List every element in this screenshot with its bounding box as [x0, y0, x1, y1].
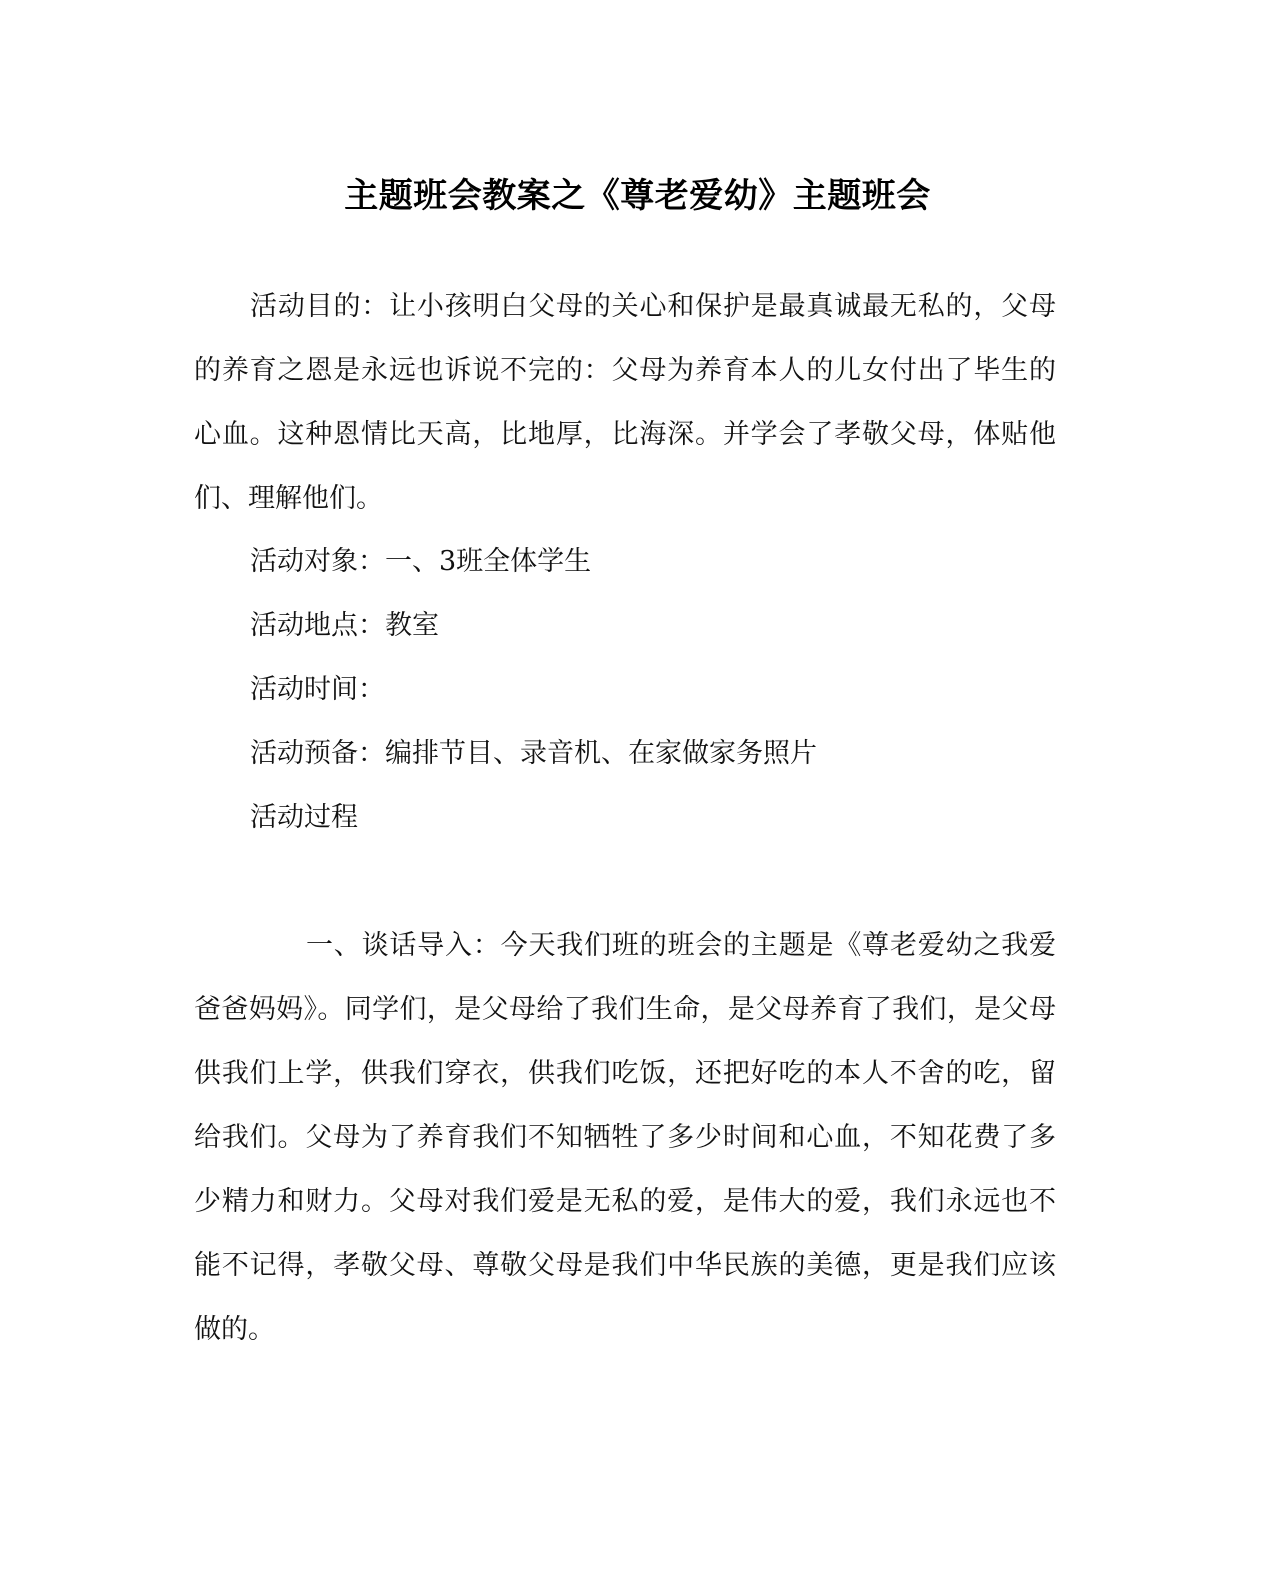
- activity-purpose-paragraph: 活动目的：让小孩明白父母的关心和保护是最真诚最无私的，父母的养育之恩是永远也诉说不完的：父母为养育本人的儿女付出了毕生的心血。这种恩情比天高，比地厚，比海深。并学会了孝敬父母，体贴他们、理解他们。: [194, 291, 1056, 514]
- activity-target-line: 活动对象：一、3班全体学生: [250, 546, 592, 577]
- activity-location-line: 活动地点：教室: [250, 610, 439, 641]
- activity-preparation-line: 活动预备：编排节目、录音机、在家做家务照片: [250, 738, 817, 769]
- document-title: 主题班会教案之《尊老爱幼》主题班会: [344, 176, 931, 216]
- section-one-paragraph: 一、谈话导入：今天我们班的班会的主题是《尊老爱幼之我爱爸爸妈妈》。同学们，是父母给了我们生命，是父母养育了我们，是父母供我们上学，供我们穿衣，供我们吃饭，还把好吃的本人不舍的吃，留给我们。父母为了养育我们不知牺牲了多少时间和心血，不知花费了多少精力和财力。父母对我们爱是无私的爱，是伟大的爱，我们永远也不能不记得，孝敬父母、尊敬父母是我们中华民族的美德，更是我们应该做的。: [194, 930, 1056, 1345]
- activity-process-heading: 活动过程: [250, 802, 358, 833]
- activity-time-line: 活动时间：: [250, 674, 385, 705]
